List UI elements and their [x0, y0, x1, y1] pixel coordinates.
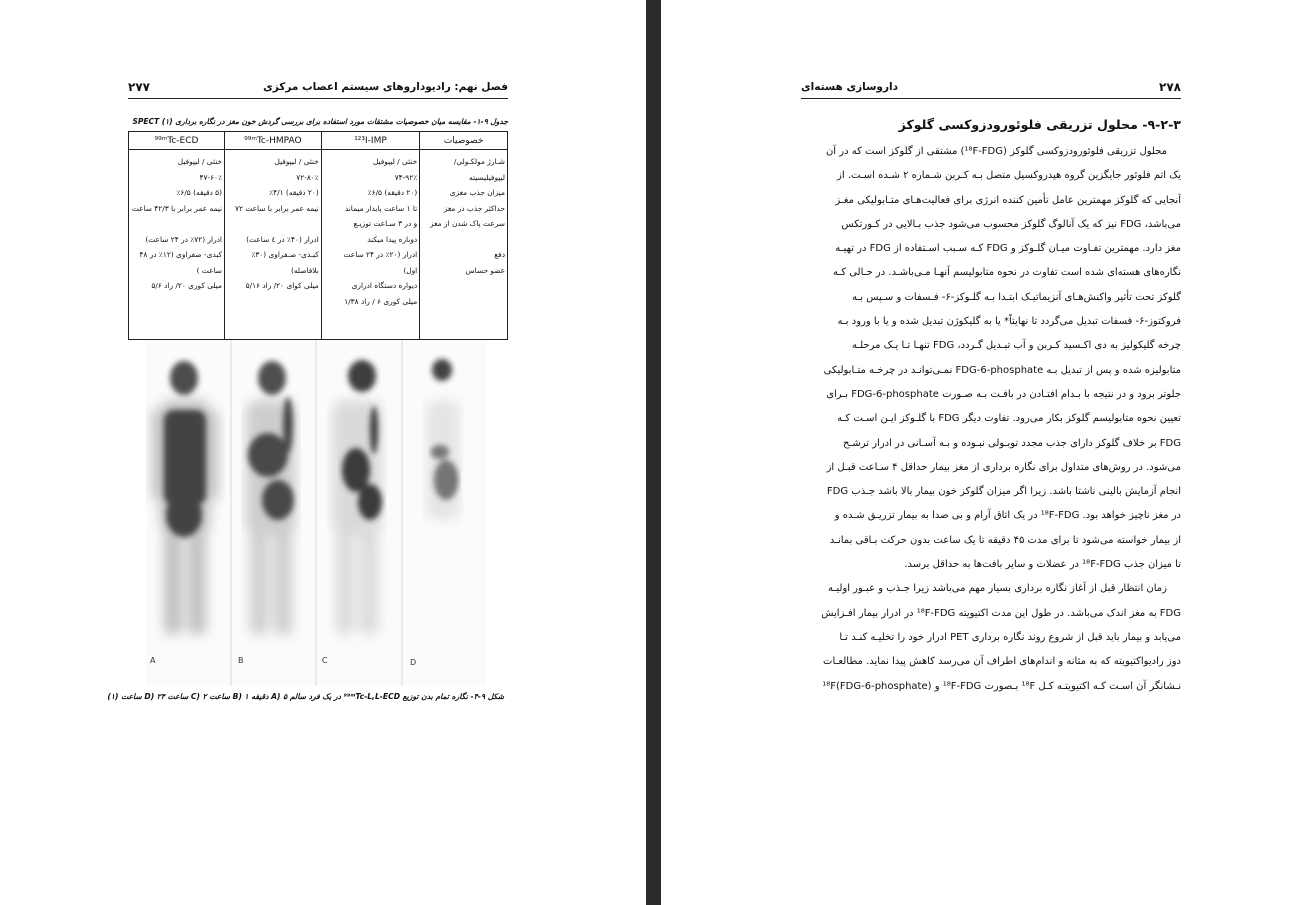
table-header: ¹²³I-IMP [321, 132, 419, 150]
text-line: یک اتم فلوئور جایگزین گروه هیدروکسیل متصل بـه کـربن شـماره ۲ شـده اسـت. از [837, 170, 1181, 182]
text-line: FDG بر خلاف گلوکز دارای جذب مجدد توبـولی نبـوده و بـه آسـانی در ادرار ترشـح [842, 437, 1181, 449]
table-cell: ادرار (۷۲٪ در ۲۴ ساعت) [145, 234, 222, 244]
table-cell: ادرار (۲۰٪ در ۲۴ ساعت [343, 250, 418, 260]
table-cell [227, 216, 319, 232]
text-line: گلوکز تحت تأثیر واکنش‌هـای آنزیماتیـک ابتـدا بـه گلـوکز-۶- فـسفات و سـپس بـه [851, 291, 1181, 303]
table-cell: سرعت پاک شدن از مغز [430, 219, 505, 229]
table-header: خصوصیات [420, 132, 508, 150]
text-line: می‌یابد و بیمار باید قبل از شروع روند نگاره برداری PET ادرار خود را تخلیـه کنـد تـا [839, 631, 1181, 643]
text-line: فروکتوز-۶- فسفات تبدیل می‌گردد تا نهایتاً* یا به گلیکوژن تبدیل شده و یا با ورود بـه [837, 316, 1181, 328]
table-cell [131, 216, 222, 232]
table-cell: تا ۱ ساعت پایدار میماند [344, 203, 418, 213]
table-cell: خنثی / لیپوفیل [372, 157, 418, 166]
table-cell [422, 232, 505, 248]
table-cell: ۷۲-۸۰٪ [296, 172, 319, 182]
right-running-header [801, 78, 1181, 99]
table-caption: جدول ۹-۱- مقایسه میان خصوصیات مشتقات مورد استفاده برای بررسی گردش خون مغز در نگاره برداری SPECT (۱) [132, 117, 508, 126]
table-cell: میلی کوای ۲۰/ راد ۵/۱۶ [245, 281, 319, 291]
text-line: محلول تزریقی فلوئورودزوکسی گلوکز (¹⁸F-FDG) مشتقی از گلوکز است که در آن [825, 146, 1167, 157]
table-cell: کبـدی- صـفراوی (۳۰٪ [251, 250, 319, 260]
text-line: تعیین نحوه متابولیسم گلوکز بکار می‌رود. تفاوت دیگر FDG با گلـوکز ایـن اسـت کـه [837, 413, 1181, 425]
figure-caption: شکل ۹-۴- نگاره تمام بدن توزیع ⁹⁹ᵐTc-L,L-ECD در یک فرد سالم A) ۵ دقیقه B) ۱ ساعت C) ۲ ساعت D) ۲۴ ساعت (۱) [107, 692, 504, 701]
text-line: می‌شود. در روش‌های متداول برای نگاره برداری از مغز بیمار حداقل ۴ سـاعت قبـل از [826, 461, 1181, 473]
scan-label-c: C [322, 656, 328, 665]
text-line: نگاره‌های هسته‌ای شده است تفاوت در نحوه متابولیسم آنهـا مـی‌باشـد. در حـالی کـه [832, 267, 1181, 279]
scan-label-b: B [238, 656, 244, 665]
right-page-number: ۲۷۸ [1159, 80, 1181, 94]
comparison-table [128, 131, 508, 340]
table-cell: (۵ دقیقه) ۶/۵٪ [176, 188, 222, 198]
table-cell: ساعت ) [196, 265, 222, 275]
table-cell: میزان جذب مغزی [449, 188, 505, 198]
table-cell: میلی کوری ۲۰/ راد ۵/۶ [151, 281, 222, 291]
table-cell: (۲۰ دقیقه) ۴/۱٪ [269, 188, 319, 198]
table-cell: ادرار (۴۰٪ در ٤ ساعت) [246, 234, 319, 244]
table-column-ecd [129, 150, 225, 340]
table-cell: اول) [403, 265, 418, 275]
text-line: انجام آزمایش بالینی ناشتا باشد. زیرا اگر میزان گلوکز خون بیمار بالا باشد جـذب FDG [826, 486, 1181, 498]
table-cell: میلی کوری ۶ / راد ۱/۳۸ [344, 296, 418, 306]
right-page [661, 0, 1311, 905]
scan-figure-c [332, 360, 382, 635]
table-cell: خنثی / لیپوفیل [274, 157, 319, 166]
table-cell: دفع [494, 250, 505, 260]
table-header: ⁹⁹ᵐTc-ECD [129, 132, 225, 150]
text-line: متابولیزه شده و پس از تبدیل بـه FDG-6-phosphate نمـی‌توانـد در چرخـه متـابولیکی [823, 364, 1181, 376]
right-running-title: داروسازی هسته‌ای [801, 81, 898, 93]
text-line: از بیمار خواسته می‌شود تا برای مدت ۴۵ دقیقه تا یک ساعت بدون حرکت بـاقی بمانـد [829, 534, 1181, 546]
table-cell: دوباره پیدا میکند [367, 234, 418, 244]
text-line: تا میزان جذب ¹⁸F-FDG در عضلات و سایر بافت‌ها به حداقل برسد. [904, 559, 1181, 571]
text-line: FDG به مغز اندک می‌باشد. در طول این مدت اکتیویته ¹⁸F-FDG در ادرار بیمار افـزایش [821, 607, 1181, 619]
table-cell: دیواره دستگاه ادراری [351, 281, 418, 291]
scan-label-d: D [410, 658, 417, 667]
table-cell: (۲۰ دقیقه) ۶/۵٪ [367, 188, 418, 198]
scan-figure-b [246, 361, 296, 635]
text-line: دوز رادیواکتیویته که به مثانه و اندام‌های اطراف آن می‌رسد کاهش پیدا نماید. مطالعـات [823, 656, 1181, 668]
left-page-number: ۲۷۷ [128, 80, 150, 94]
left-running-header [128, 78, 508, 99]
left-running-title: فصل نهم: رادیوداروهای سیستم اعصاب مرکزی [263, 81, 508, 93]
scan-label-a: A [150, 656, 156, 665]
table-header: ⁹⁹ᵐTc-HMPAO [225, 132, 322, 150]
text-line: نـشانگر آن اسـت کـه اکتیویتـه کـل ¹⁸F بـصورت ¹⁸F-FDG و ¹⁸F(FDG-6-phosphate) [822, 680, 1181, 692]
table-column-imp [321, 150, 419, 340]
table-cell: کبدی- صفراوی (۱۲٪ در ۴۸ [139, 250, 222, 260]
table-cell: لیپوفیلیسیته [469, 172, 505, 182]
table-cell: و در ۳ سـاعت توزیـع [353, 219, 418, 229]
whole-body-scan-figure [146, 340, 486, 686]
text-line: می‌باشد، FDG نیز که یک آنالوگ گلوکز محسوب می‌شود جذب بـالایی در کـورتکس [841, 218, 1181, 230]
table-cell: بلافاصله) [290, 265, 319, 275]
scan-figure-a [152, 361, 218, 635]
scan-image [146, 340, 486, 686]
text-line: چرخه گلیکولیز به دی اکـسید کـربن و آب تبـدیل گـردد، FDG تنهـا تـا یـک مرحلـه [851, 340, 1181, 352]
table-cell: نیمه عمر برابر با ۴۲/۳ ساعت [131, 203, 222, 213]
page-gutter [646, 0, 661, 905]
table-cell: ۷۴-۹۲٪ [394, 172, 418, 182]
table-cell: حداکثر جذب در مغز [443, 203, 505, 213]
text-line: آنجایی که گلوکز مهمترین عامل تأمین کننده انرژی برای فعالیت‌هـای متـابولیکی مغـز [835, 194, 1181, 206]
table-cell: نیمه عمر برابر با ساعت ۷۲ [235, 203, 319, 213]
table-column-hmpao [225, 150, 322, 340]
table-column-properties [420, 150, 508, 340]
scan-figure-d [426, 359, 460, 520]
text-line: مغز دارد. مهمترین تفـاوت میـان گلـوکز و FDG کـه سـبب اسـتفاده از FDG در تهیـه [835, 243, 1181, 255]
text-line: زمان انتظار قبل از آغاز نگاره برداری بسیار مهم می‌باشد زیرا جـذب و عبـور اولیـه [828, 583, 1167, 595]
table-cell: خنثی / لیپوفیل [177, 157, 222, 166]
body-text [801, 140, 1181, 699]
section-heading: ۹-۲-۳- محلول تزریقی فلوئورودزوکسی گلوکز [898, 117, 1181, 132]
text-line: در مغز ناچیز خواهد بود. ¹⁸F-FDG در یک اتاق آرام و بی صدا به بیمار تزریـق شـده و [834, 510, 1181, 522]
text-line: جلوتر برود و در نتیجه با بـدام افتـادن در بافـت بـه صـورت FDG-6-phosphate بـرای [826, 388, 1181, 400]
table-cell: ۴۷-۶۰٪ [199, 172, 222, 182]
left-page [0, 0, 646, 905]
table-cell: شـارژ مولکـولی/ [453, 157, 505, 166]
table-cell: عضو حساس [465, 265, 505, 275]
